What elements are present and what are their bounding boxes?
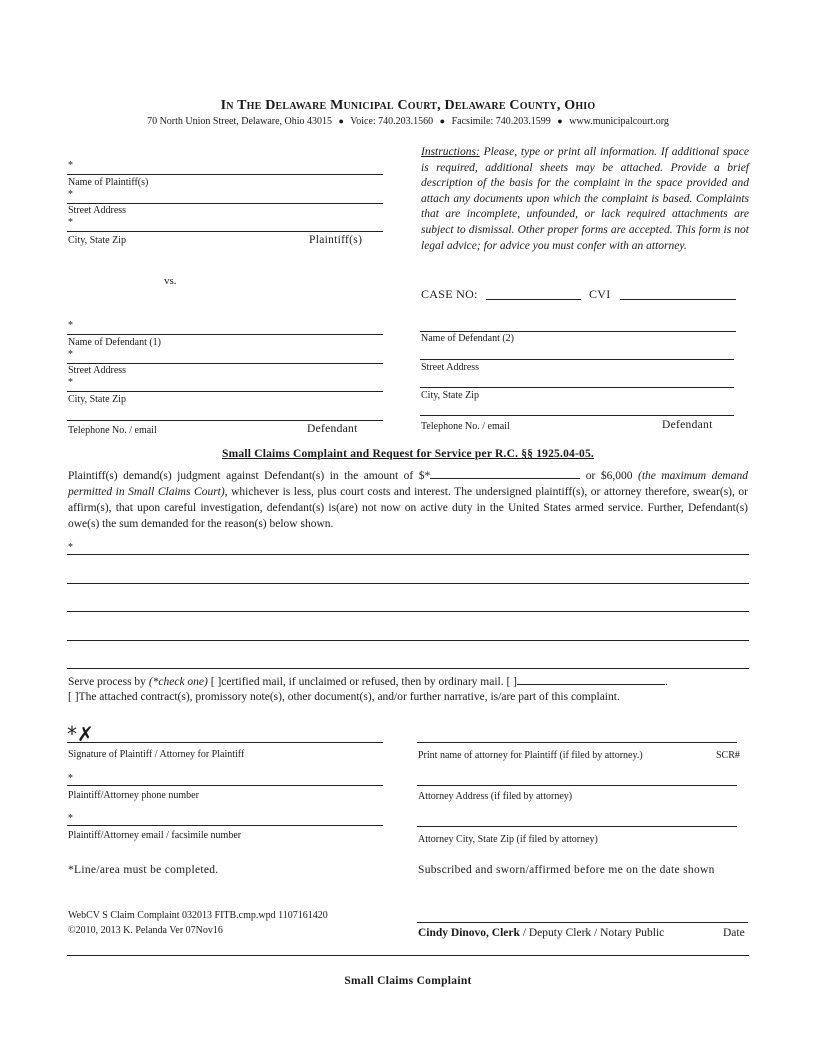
bullet-icon: ● [439,116,446,126]
phone-field[interactable] [67,785,383,786]
signature-field[interactable] [67,742,383,743]
plaintiff-street-field[interactable] [67,203,383,204]
versus-label: vs. [164,275,177,287]
defendant1-name-field[interactable] [67,334,383,335]
plaintiff-city-field[interactable] [67,231,383,232]
reason-line-5[interactable] [67,668,749,669]
certified-mail-checkbox[interactable]: [ [210,676,215,688]
clerk-line [418,927,664,939]
court-title: In The Delaware Municipal Court, Delaware County, Ohio [220,98,596,113]
copyright: ©2010, 2013 K. Pelanda Ver 07Nov16 [68,925,223,936]
court-contact-line [0,116,816,127]
plaintiff-role: Plaintiff(s) [309,234,363,246]
reason-asterisk: * [68,542,73,553]
instructions-heading: Instructions: [421,146,480,158]
attorney-city-label: Attorney City, State Zip (if filed by attorney) [418,834,598,845]
defendant2-name-label: Name of Defendant (2) [421,333,515,344]
defendant1-city-field[interactable] [67,391,383,392]
plaintiff-name-field[interactable] [67,174,383,175]
plaintiff-name-asterisk: * [68,160,73,171]
email-field[interactable] [67,825,383,826]
attorney-name-label: Print name of attorney for Plaintiff (if filed by attorney.) [418,750,643,761]
demand-cap-note: (the maximum demand permitted in Small Claims Court) [68,470,748,498]
case-number-field[interactable] [486,299,581,300]
defendant2-phone-field[interactable] [420,415,734,416]
attached-row [68,689,758,705]
defendant1-phone-label: Telephone No. / email [68,425,157,436]
instructions [421,145,749,254]
defendant2-street-field[interactable] [420,359,734,360]
demand-text: Plaintiff(s) demand(s) judgment against Defendant(s) in the amount of $* [68,470,431,482]
cvi-label: CVI [589,287,611,301]
demand-cap: or $6,000 [585,470,633,482]
defendant2-city-label: City, State Zip [421,390,479,401]
footer-rule [67,955,749,956]
demand-remainder: , whichever is less, plus court costs and interest. The undersigned plaintiff(s), or attorney therefore, swear(s), or affirm(s), that upon careful investigation, defendant(s) is(are) not now on active duty in the United States armed service. Further, Defendant(s) owe(s) the sum demanded for the reason(s) below shown. [68,486,749,530]
defendant1-phone-field[interactable] [67,420,383,421]
attorney-address-field[interactable] [417,785,737,786]
court-fax: Facsimile: 740.203.1599 [451,116,551,127]
defendant1-street-asterisk: * [68,349,73,360]
defendant2-phone-label: Telephone No. / email [421,421,510,432]
email-label: Plaintiff/Attorney email / facsimile number [68,830,242,841]
other-service-checkbox[interactable]: [ ] [506,676,518,688]
defendant1-name-asterisk: * [68,320,73,331]
defendant2-street-label: Street Address [421,362,480,373]
certified-mail-option: ]certified mail, if unclaimed or refused, then by ordinary mail. [217,676,504,688]
defendant1-name-label: Name of Defendant (1) [68,337,162,348]
plaintiff-city-asterisk: * [68,217,73,228]
required-note: *Line/area must be completed. [68,864,219,876]
defendant2-role: Defendant [662,419,713,431]
service-check-note: (*check one) [148,676,208,688]
attorney-name-field[interactable] [417,742,737,743]
page-title: Small Claims Complaint [344,975,472,987]
court-address: 70 North Union Street, Delaware, Ohio 43015 [147,116,333,127]
defendant2-city-field[interactable] [420,387,734,388]
reason-line-1[interactable] [67,554,749,555]
date-label: Date [723,927,745,939]
defendant1-role: Defendant [307,423,358,435]
signature-label: Signature of Plaintiff / Attorney for Plaintiff [68,749,245,760]
instructions-text: Please, type or print all information. If additional space is required, additional sheets may be attached. Provide a brief description of the basis for the complaint in the space provided and attach any documents upon which the complaint is based. Complaints that are incomplete, unfounded, or lack required attachments are subject to dismissal. Other proper forms are accepted. This form is not legal advice; for advice you must confer with an attorney. [421,146,749,252]
attorney-city-field[interactable] [417,826,737,827]
attached-checkbox[interactable]: [ ] [68,691,79,703]
defendant2-name-field[interactable] [420,331,736,332]
complaint-heading: Small Claims Complaint and Request for Service per R.C. §§ 1925.04-05. [222,448,594,460]
clerk-name: Cindy Dinovo, Clerk [418,927,520,939]
service-row [68,673,758,690]
scr-label: SCR# [716,750,740,761]
court-voice: Voice: 740.203.1560 [350,116,434,127]
defendant1-city-label: City, State Zip [68,394,126,405]
demand-amount-field[interactable] [430,467,580,479]
defendant1-street-label: Street Address [68,365,127,376]
defendant1-city-asterisk: * [68,377,73,388]
complaint-statement [68,467,748,532]
plaintiff-street-label: Street Address [68,205,127,216]
clerk-signature-field[interactable] [417,922,748,923]
case-number-row [421,287,478,302]
reason-line-4[interactable] [67,640,749,641]
email-asterisk: * [68,813,73,824]
phone-label: Plaintiff/Attorney phone number [68,790,199,801]
case-number-label: CASE NO: [421,287,478,301]
court-website: www.municipalcourt.org [569,116,669,127]
plaintiff-name-label: Name of Plaintiff(s) [68,177,149,188]
attorney-address-label: Attorney Address (if filed by attorney) [418,791,573,802]
other-service-field[interactable] [517,673,665,685]
defendant1-street-field[interactable] [67,363,383,364]
plaintiff-street-asterisk: * [68,189,73,200]
service-period: . [665,676,668,688]
sworn-statement: Subscribed and sworn/affirmed before me on the date shown [418,864,715,876]
signature-mark-icon: *✗ [67,722,94,746]
file-info: WebCV S Claim Complaint 032013 FITB.cmp.wpd 1107161420 [68,910,328,921]
attached-text: The attached contract(s), promissory note(s), other document(s), and/or further narrative, is/are part of this complaint. [78,691,620,703]
reason-line-2[interactable] [67,583,749,584]
reason-line-3[interactable] [67,611,749,612]
cvi-number-field[interactable] [620,299,736,300]
clerk-titles: / Deputy Clerk / Notary Public [519,927,665,939]
phone-asterisk: * [68,773,73,784]
bullet-icon: ● [338,116,344,126]
bullet-icon: ● [557,116,563,126]
plaintiff-city-label: City, State Zip [68,235,126,246]
service-lead: Serve process by [68,676,146,688]
